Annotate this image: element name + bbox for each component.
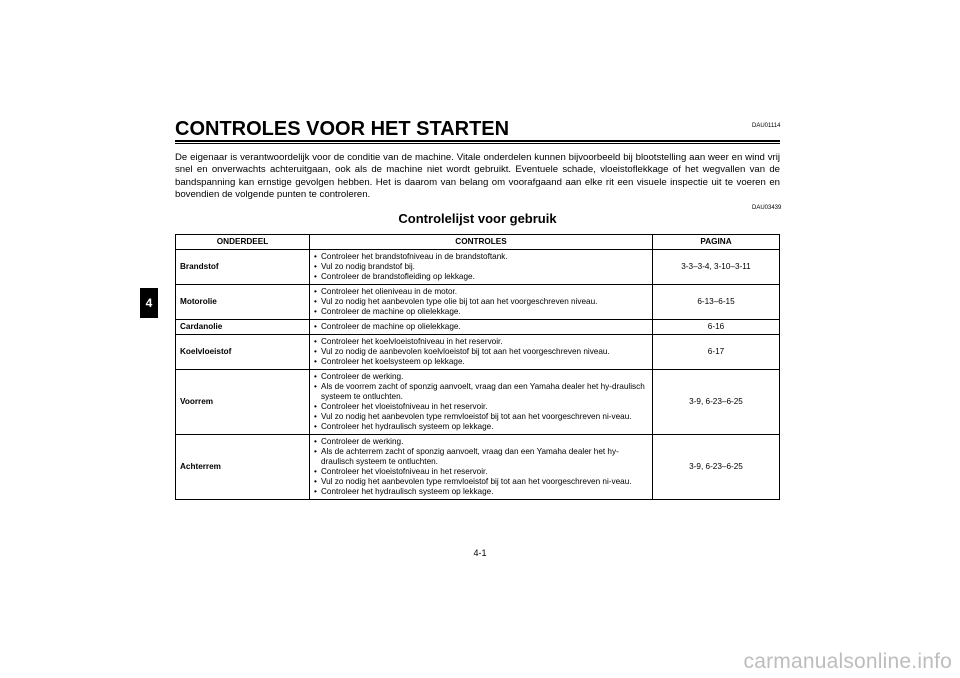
check-list (314, 337, 648, 367)
check-item: • Controleer de machine op olielekkage. (314, 307, 648, 317)
table-row (176, 335, 780, 370)
row-part: Brandstof (176, 250, 310, 285)
check-item: • Als de voorrem zacht of sponzig aanvoelt, vraag dan een Yamaha dealer het hy-draulisch systeem te ontluchten. (314, 382, 648, 402)
row-checks (310, 250, 653, 285)
check-list (314, 252, 648, 282)
check-item: • Als de achterrem zacht of sponzig aanvoelt, vraag dan een Yamaha dealer het hy-draulisch systeem te ontluchten. (314, 447, 648, 467)
check-item: • Vul zo nodig brandstof bij. (314, 262, 648, 272)
table-row (176, 435, 780, 500)
check-item: • Controleer het hydraulisch systeem op lekkage. (314, 422, 648, 432)
row-part: Cardanolie (176, 320, 310, 335)
header-checks: CONTROLES (310, 235, 653, 250)
table-row (176, 285, 780, 320)
row-page: 6-16 (653, 320, 780, 335)
watermark: carmanualsonline.info (743, 650, 952, 673)
row-page: 6-17 (653, 335, 780, 370)
checklist-table (175, 234, 780, 500)
table-row (176, 250, 780, 285)
check-item: • Controleer de machine op olielekkage. (314, 322, 648, 332)
check-item: • Controleer het hydraulisch systeem op lekkage. (314, 487, 648, 497)
check-item: • Controleer het olieniveau in de motor. (314, 287, 648, 297)
row-page: 3-9, 6-23–6-25 (653, 370, 780, 435)
check-item: • Controleer het brandstofniveau in de brandstoftank. (314, 252, 648, 262)
check-list (314, 322, 648, 332)
subsection-title: Controlelijst voor gebruik (398, 211, 557, 226)
subsection-code: DAU03439 (752, 205, 782, 211)
check-item: • Controleer het vloeistofniveau in het reservoir. (314, 402, 648, 412)
check-item: • Controleer het vloeistofniveau in het reservoir. (314, 467, 648, 477)
title-rule (175, 140, 780, 142)
table-row (176, 370, 780, 435)
row-page: 3-9, 6-23–6-25 (653, 435, 780, 500)
row-checks (310, 285, 653, 320)
check-list (314, 372, 648, 432)
row-checks (310, 435, 653, 500)
row-checks (310, 335, 653, 370)
check-item: • Vul zo nodig de aanbevolen koelvloeistof bij tot aan het voorgeschreven niveau. (314, 347, 648, 357)
row-part: Achterrem (176, 435, 310, 500)
table-header-row (176, 235, 780, 250)
row-checks (310, 370, 653, 435)
row-part: Voorrem (176, 370, 310, 435)
page-title: CONTROLES VOOR HET STARTEN (175, 118, 510, 140)
intro-paragraph: De eigenaar is verantwoordelijk voor de conditie van de machine. Vitale onderdelen kunnen bijvoorbeeld bij blootstelling aan weer en wind vrij snel en onverwachts achteruitgaan, ook als de machine niet wordt gebruikt. Eventuele schade, vloeistoflekkage of het wegvallen van de bandspanning kan ernstige gevolgen hebben. Het is daarom van belang om voorafgaand aan elke rit een visuele inspectie uit te voeren en bovendien de volgende punten te controleren. (175, 152, 780, 201)
row-page: 3-3–3-4, 3-10–3-11 (653, 250, 780, 285)
check-list (314, 287, 648, 317)
check-item: • Controleer de werking. (314, 372, 648, 382)
check-item: • Vul zo nodig het aanbevolen type remvloeistof bij tot aan het voorgeschreven ni-veau. (314, 477, 648, 487)
check-item: • Controleer de werking. (314, 437, 648, 447)
check-item: • Controleer de brandstofleiding op lekkage. (314, 272, 648, 282)
table-row (176, 320, 780, 335)
chapter-tab: 4 (140, 288, 158, 318)
check-list (314, 437, 648, 497)
check-item: • Controleer het koelsysteem op lekkage. (314, 357, 648, 367)
section-code: DAU01114 (752, 123, 781, 129)
header-page: PAGINA (653, 235, 780, 250)
row-page: 6-13–6-15 (653, 285, 780, 320)
page-number: 4-1 (473, 548, 487, 558)
header-part: ONDERDEEL (176, 235, 310, 250)
row-checks (310, 320, 653, 335)
title-rule-thin (175, 143, 780, 144)
row-part: Motorolie (176, 285, 310, 320)
row-part: Koelvloeistof (176, 335, 310, 370)
check-item: • Vul zo nodig het aanbevolen type olie bij tot aan het voorgeschreven niveau. (314, 297, 648, 307)
check-item: • Vul zo nodig het aanbevolen type remvloeistof bij tot aan het voorgeschreven ni-veau. (314, 412, 648, 422)
check-item: • Controleer het koelvloeistofniveau in het reservoir. (314, 337, 648, 347)
